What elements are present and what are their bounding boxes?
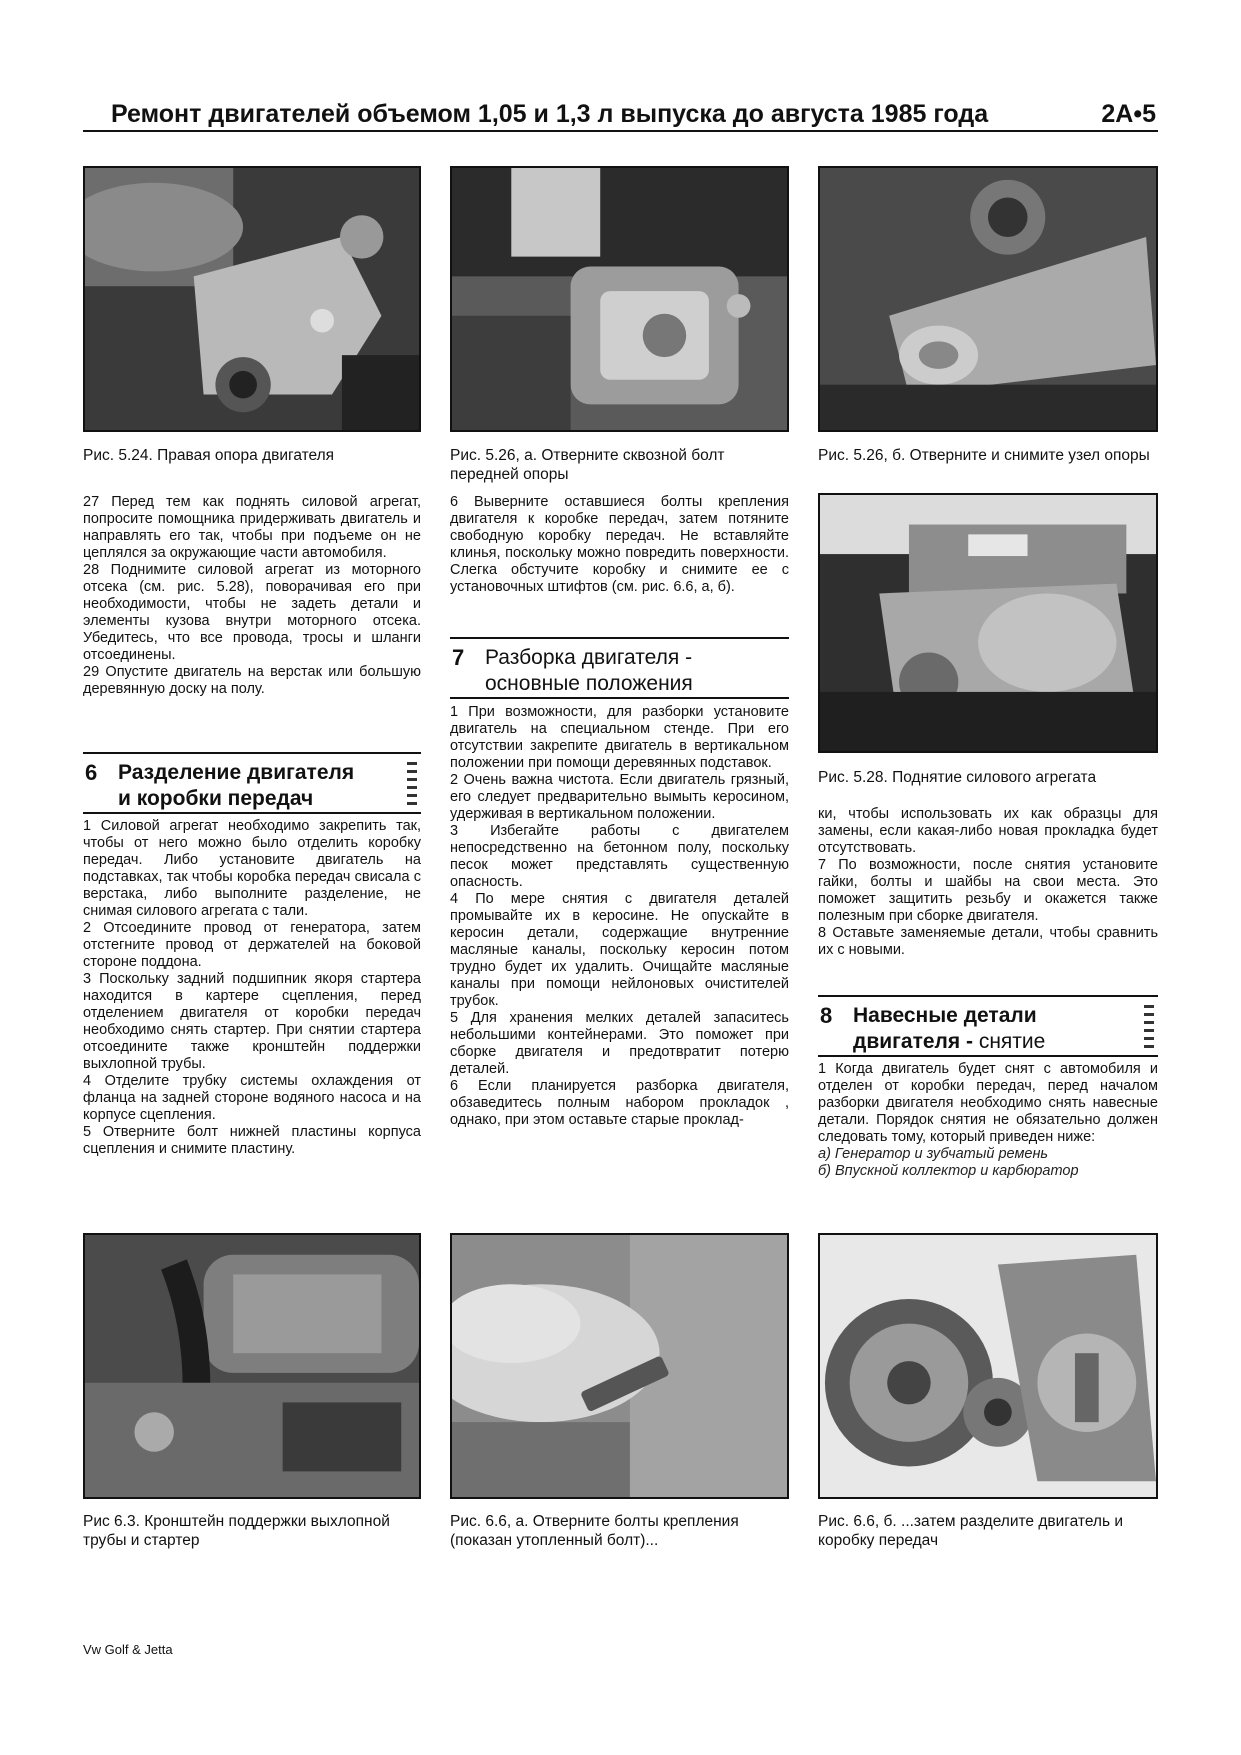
column-1-top xyxy=(83,494,421,698)
page-number: 2A•5 xyxy=(1101,100,1156,128)
page-title: Ремонт двигателей объемом 1,05 и 1,3 л выпуска до августа 1985 года xyxy=(111,100,989,128)
paragraph-6-6: 6 Выверните оставшиеся болты крепления двигателя к коробке передач, затем потяните свободную коробку передач. Не вставляйте клинья, поскольку можно повредить поверхности. Слегка обстучите коробку и снимите ее с установочных штифтов (см. рис. 6.6, а, б). xyxy=(450,494,789,595)
section-6-heading xyxy=(83,752,421,814)
difficulty-rating-icon xyxy=(1142,1001,1156,1051)
paragraph-27: 27 Перед тем как поднять силовой агрегат, попросите помощника придерживать двигатель и направлять его так, чтобы при подъеме он не цеплялся за окружающие части автомобиля. xyxy=(83,494,421,561)
section-title-line: Навесные детали xyxy=(853,1004,1037,1027)
caption-fig-5-26b: Рис. 5.26, б. Отверните и снимите узел опоры xyxy=(818,447,1150,464)
paragraph-7-3: 3 Избегайте работы с двигателем непосредственно на бетонном полу, поскольку песок может представлять существенную опасность. xyxy=(450,823,789,890)
caption-fig-5-24: Рис. 5.24. Правая опора двигателя xyxy=(83,447,335,464)
column-2-bottom xyxy=(450,704,789,1129)
photo-engine-gearbox-separated xyxy=(818,1233,1158,1499)
column-3-top xyxy=(818,806,1158,959)
list-item: б) Впускной коллектор и карбюратор xyxy=(818,1163,1079,1179)
section-number: 7 xyxy=(452,645,465,670)
paragraph-8-1: 1 Когда двигатель будет снят с автомобиля и отделен от коробки передач, перед началом разборки двигателя необходимо снять навесные детали. Порядок снятия не обязательно должен следовать тому, который приведен ниже: xyxy=(818,1061,1158,1145)
paragraph-29: 29 Опустите двигатель на верстак или большую деревянную доску на полу. xyxy=(83,664,421,697)
section-title xyxy=(118,760,354,812)
section-7-heading xyxy=(450,637,789,699)
column-3-bottom xyxy=(818,1061,1158,1180)
paragraph-7-4: 4 По мере снятия с двигателя деталей промывайте их в керосине. Не опускайте в керосин детали, содержащие внутренние масляные каналы, поскольку керосин потом трудно будет их удалить. Очищайте масляные каналы при помощи нейлоновых очистителей трубок. xyxy=(450,891,789,1009)
section-title-line: Разделение двигателя xyxy=(118,761,355,784)
caption-fig-6-3: Рис 6.3. Кронштейн поддержки выхлопной трубы и стартер xyxy=(83,1513,390,1549)
paragraph-6-5: 5 Отверните болт нижней пластины корпуса сцепления и снимите пластину. xyxy=(83,1124,421,1157)
paragraph-7-5: 5 Для хранения мелких деталей запаситесь небольшими контейнерами. Это поможет при сборке двигателя и предотвратит потерю деталей. xyxy=(450,1010,789,1077)
caption-fig-5-26a: Рис. 5.26, а. Отверните сквозной болт передней опоры xyxy=(450,447,725,483)
photo-loosen-bolts xyxy=(450,1233,789,1499)
page-header xyxy=(83,98,1158,132)
paragraph-7-2: 2 Очень важна чистота. Если двигатель грязный, его следует предварительно вымыть керосином, удерживая в вертикальном положении. xyxy=(450,772,789,822)
caption-fig-5-28: Рис. 5.28. Поднятие силового агрегата xyxy=(818,769,1097,786)
footer-book-title: Vw Golf & Jetta xyxy=(83,1642,173,1657)
photo-lifting-power-unit xyxy=(818,493,1158,753)
section-title-line: основные положения xyxy=(485,672,693,695)
paragraph-7-6-continued: ки, чтобы использовать их как образцы для замены, если какая-либо новая прокладка будет отсутствовать. xyxy=(818,806,1158,856)
section-title-line: Разборка двигателя - xyxy=(485,646,693,669)
caption-fig-6-6a: Рис. 6.6, а. Отверните болты крепления (показан утопленный болт)... xyxy=(450,1513,739,1549)
column-1-bottom xyxy=(83,818,421,1158)
photo-front-mount-bolt xyxy=(450,166,789,432)
section-title xyxy=(853,1003,1045,1055)
paragraph-7-7: 7 По возможности, после снятия установите гайки, болты и шайбы на свои места. Это поможет защитить резьбу и окажется также полезным при сборке двигателя. xyxy=(818,857,1158,924)
paragraph-7-1: 1 При возможности, для разборки установите двигатель на специальном стенде. При его отсутствии закрепите двигатель в вертикальном положении при помощи деревянных подставок. xyxy=(450,704,789,771)
paragraph-7-6: 6 Если планируется разборка двигателя, обзаведитесь полным набором прокладок , однако, при этом оставьте старые проклад- xyxy=(450,1078,789,1128)
section-number: 8 xyxy=(820,1003,833,1028)
section-title xyxy=(485,645,693,697)
list-item: а) Генератор и зубчатый ремень xyxy=(818,1146,1049,1162)
section-title-line: двигателя - xyxy=(853,1030,973,1053)
section-8-heading xyxy=(818,995,1158,1057)
section-number: 6 xyxy=(85,760,98,785)
section-title-line: и коробки передач xyxy=(118,787,314,810)
paragraph-28: 28 Поднимите силовой агрегат из моторного отсека (см. рис. 5.28), поворачивая его при необходимости, чтобы не задеть детали и элементы кузова внутри моторного отсека. Убедитесь, что все провода, тросы и шланги отсоединены. xyxy=(83,562,421,663)
difficulty-rating-icon xyxy=(405,758,419,808)
paragraph-6-2: 2 Отсоедините провод от генератора, затем отстегните провод от держателей на боковой стороне поддона. xyxy=(83,920,421,970)
paragraph-6-4: 4 Отделите трубку системы охлаждения от фланца на задней стороне водяного насоса и на корпусе сцепления. xyxy=(83,1073,421,1123)
paragraph-6-1: 1 Силовой агрегат необходимо закрепить так, чтобы от него можно было отделить коробку передач. Либо установите двигатель на подставках, так чтобы коробка передач свисала с верстака, либо выполните разделение, не снимая силового агрегата с тали. xyxy=(83,818,421,919)
paragraph-6-3: 3 Поскольку задний подшипник якоря стартера находится в картере сцепления, перед отделением двигателя от коробки передач необходимо снять стартер. При снятии стартера отсоедините также кронштейн поддержки выхлопной трубы. xyxy=(83,971,421,1072)
caption-fig-6-6b: Рис. 6.6, б. ...затем разделите двигатель и коробку передач xyxy=(818,1513,1124,1549)
column-2-top xyxy=(450,494,789,596)
photo-mount-assembly xyxy=(818,166,1158,432)
photo-engine-right-mount xyxy=(83,166,421,432)
photo-exhaust-bracket-starter xyxy=(83,1233,421,1499)
section-title-line: снятие xyxy=(978,1030,1046,1053)
paragraph-7-8: 8 Оставьте заменяемые детали, чтобы сравнить их с новыми. xyxy=(818,925,1158,958)
